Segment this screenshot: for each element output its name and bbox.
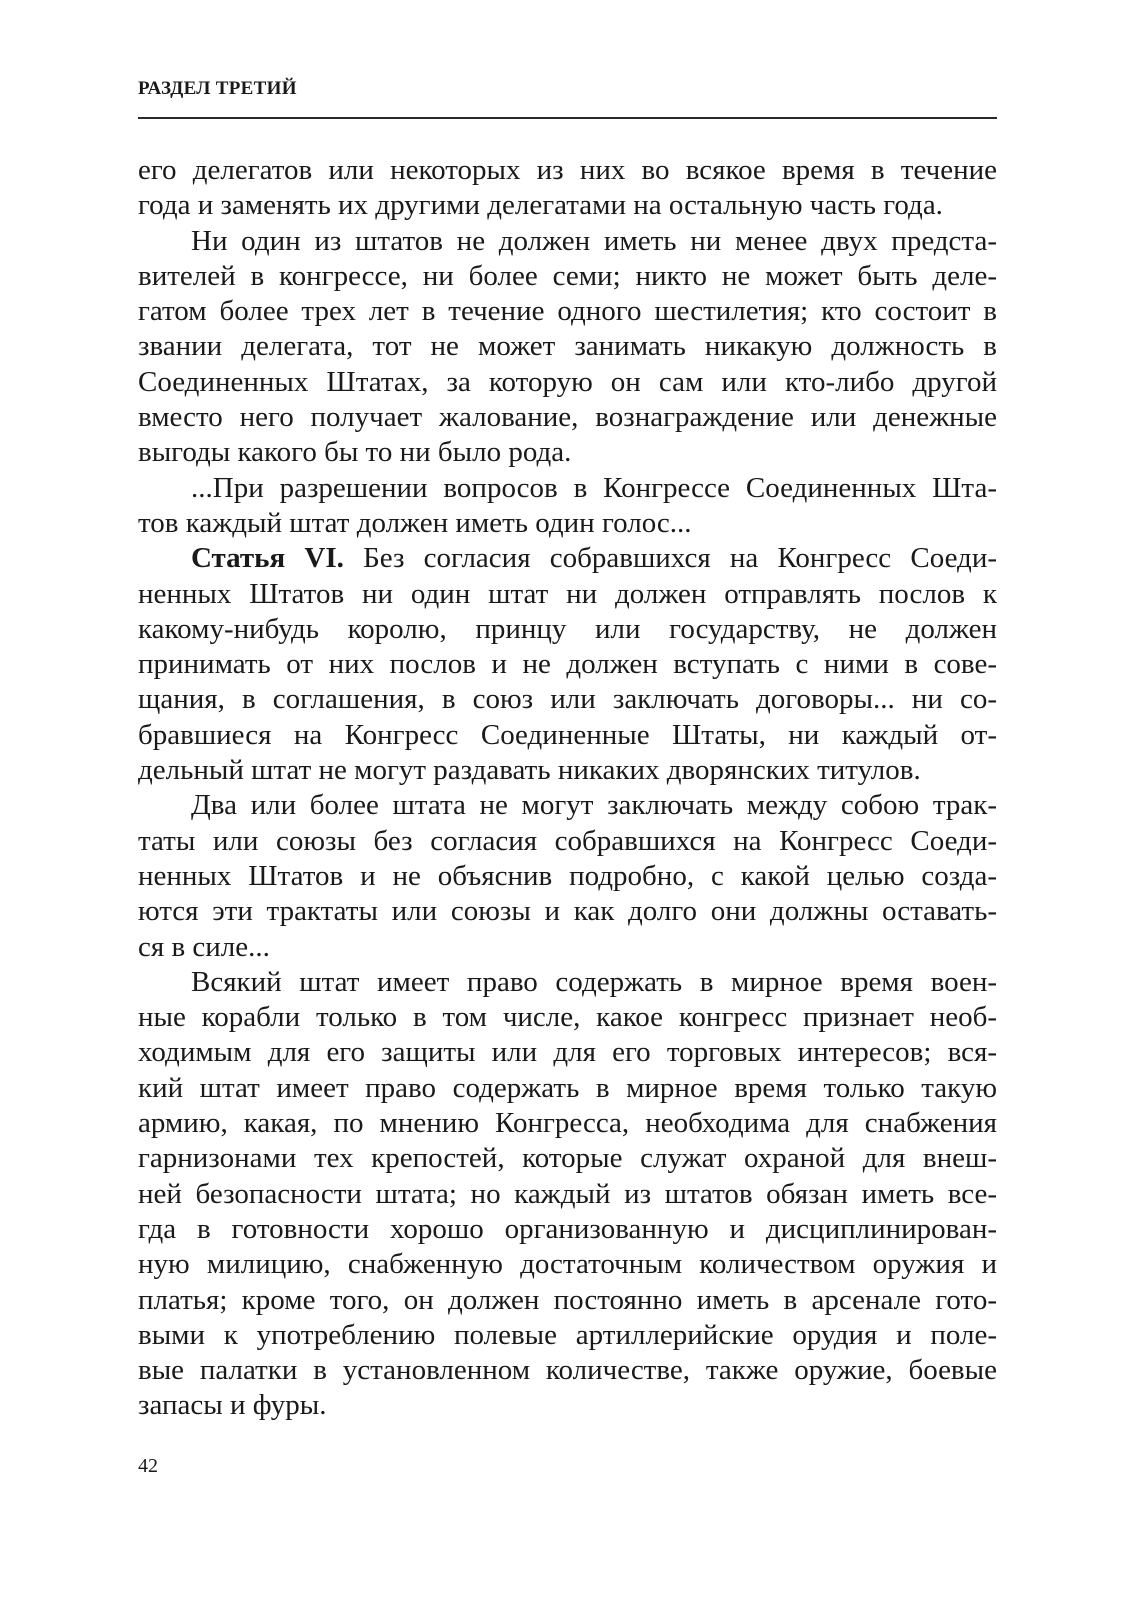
text-line: армию, какая, по мнению Конгресса, необходима для снабжения xyxy=(138,1107,997,1140)
page-number: 42 xyxy=(138,1455,158,1477)
paragraph-2 xyxy=(138,224,997,471)
text-line: ся в силе... xyxy=(138,930,270,963)
paragraph-1 xyxy=(138,153,997,224)
text-line: вместо него получает жалование, вознаграждение или денежные xyxy=(138,401,997,434)
text-line: ненных Штатов и не объяснив подробно, с какой целью созда- xyxy=(138,859,997,892)
text-line: дельный штат не могут раздавать никаких дворянских титулов. xyxy=(138,754,921,787)
text-line: какому-нибудь королю, принцу или государству, не должен xyxy=(138,612,997,645)
text-line: бравшиеся на Конгресс Соединенные Штаты, ни каждый от- xyxy=(138,718,997,751)
paragraph-article-6 xyxy=(138,541,997,788)
text-line: кий штат имеет право содержать в мирное время только такую xyxy=(138,1071,997,1104)
text-line: ные корабли только в том числе, какое конгресс признает необ- xyxy=(138,1001,997,1034)
text-line: Ни один из штатов не должен иметь ни менее двух предста- xyxy=(191,224,997,257)
text-line: запасы и фуры. xyxy=(138,1389,327,1422)
text-line: гарнизонами тех крепостей, которые служат охраной для внеш- xyxy=(138,1142,997,1175)
text-line: платья; кроме того, он должен постоянно иметь в арсенале гото- xyxy=(138,1283,997,1316)
text-line: вые палатки в установленном количестве, также оружие, боевые xyxy=(138,1354,997,1387)
text-line: ней безопасности штата; но каждый из штатов обязан иметь все- xyxy=(138,1177,997,1210)
text-line: Два или более штата не могут заключать между собою трак- xyxy=(191,789,997,822)
text-line: тов каждый штат должен иметь один голос... xyxy=(138,506,692,539)
text-line: выгоды какого бы то ни было рода. xyxy=(138,436,572,469)
text-line: года и заменять их другими делегатами на остальную часть года. xyxy=(138,189,943,222)
text-line: принимать от них послов и не должен вступать с ними в сове- xyxy=(138,648,997,681)
text-line: его делегатов или некоторых из них во всякое время в течение xyxy=(138,154,997,186)
text-line: таты или союзы без согласия собравшихся на Конгресс Соеди- xyxy=(138,824,997,857)
text-line: Соединенных Штатах, за которую он сам или кто-либо другой xyxy=(138,365,997,398)
text-line: ненных Штатов ни один штат ни должен отправлять послов к xyxy=(138,577,997,610)
text-line xyxy=(138,541,997,576)
text-line: вителей в конгрессе, ни более семи; никто не может быть деле- xyxy=(138,259,997,292)
text-line: звании делегата, тот не может занимать никакую должность в xyxy=(138,330,997,363)
header-rule xyxy=(138,117,997,119)
paragraph-3 xyxy=(138,471,997,542)
text-line: ...При разрешении вопросов в Конгрессе Соединенных Шта- xyxy=(191,471,997,504)
text-line: выми к употреблению полевые артиллерийские орудия и поле- xyxy=(138,1318,997,1351)
body-text xyxy=(138,153,997,1424)
text-line: гда в готовности хорошо организованную и дисциплинирован- xyxy=(138,1212,997,1245)
text-line: ную милицию, снабженную достаточным количеством оружия и xyxy=(138,1248,997,1281)
text-line: гатом более трех лет в течение одного шестилетия; кто состоит в xyxy=(138,295,997,328)
text-line: щания, в соглашения, в союз или заключать договоры... ни со- xyxy=(138,683,997,716)
running-head-title: РАЗДЕЛ ТРЕТИЙ xyxy=(138,78,297,99)
text-line: ются эти трактаты или союзы и как долго они должны оставать- xyxy=(138,895,997,928)
text-line: Всякий штат имеет право содержать в мирное время воен- xyxy=(191,965,997,998)
article-heading: Статья VI. xyxy=(191,542,344,575)
paragraph-5 xyxy=(138,788,997,964)
text-fragment: Без согласия собравшихся на Конгресс Соеди- xyxy=(343,542,997,575)
text-line: ходимым для его защиты или для его торговых интересов; вся- xyxy=(138,1036,997,1069)
paragraph-6 xyxy=(138,965,997,1424)
